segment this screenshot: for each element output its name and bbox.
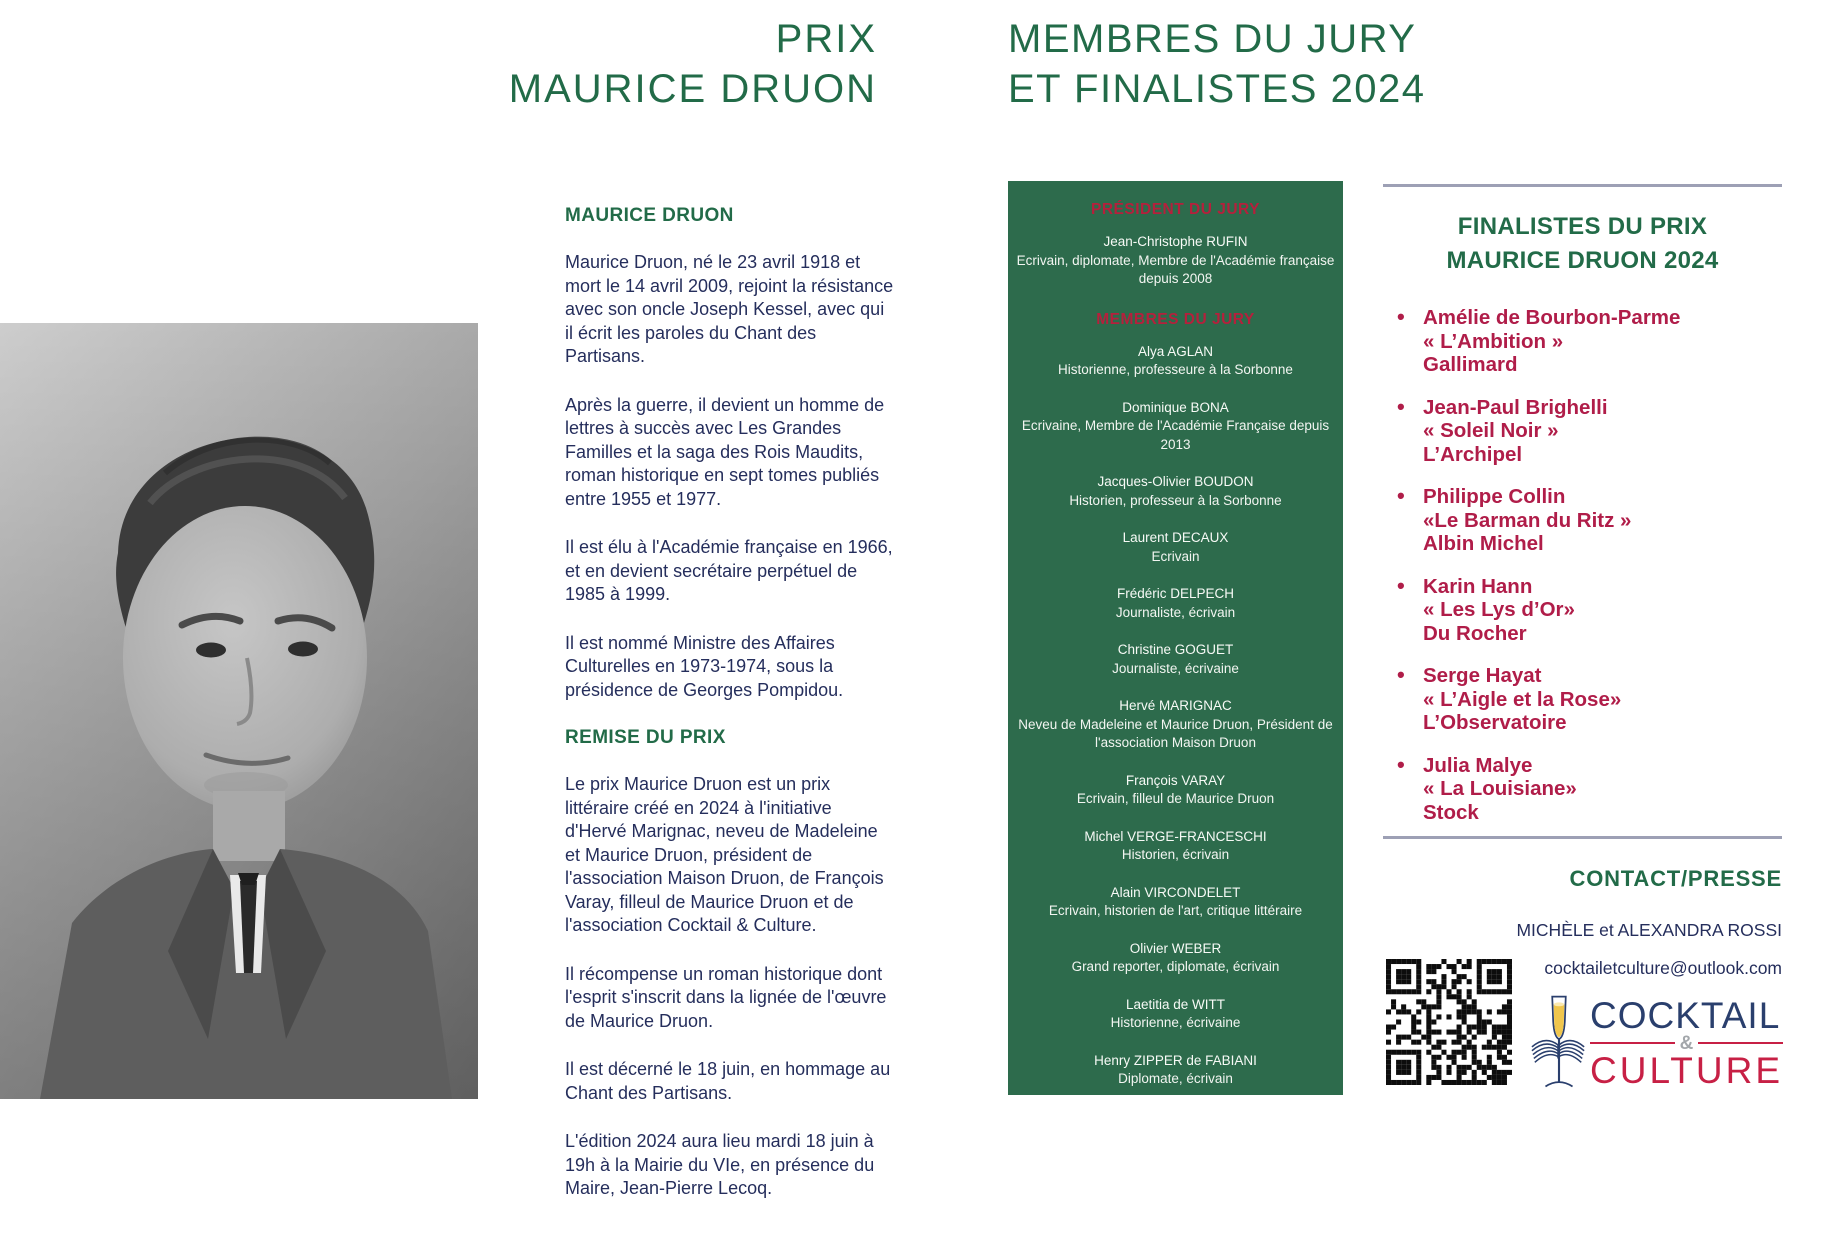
paragraph: Le prix Maurice Druon est un prix littéraire créé en 2024 à l'initiative d'Hervé Marignac, neveu de Madeleine et Maurice Druon, président de l'association Maison Druon, de François Varay, filleul de Maurice Druon et de l'association Cocktail & Culture. bbox=[565, 774, 884, 935]
jury-president-header: PRÉSIDENT DU JURY bbox=[1091, 201, 1260, 218]
jury-member-role: Historienne, professeure à la Sorbonne bbox=[1058, 362, 1293, 377]
jury-member bbox=[1012, 828, 1339, 865]
divider-line-top bbox=[1383, 184, 1782, 187]
paragraph: Il est nommé Ministre des Affaires Culturelles en 1973-1974, sous la présidence de Georges Pompidou. bbox=[565, 632, 844, 700]
divider-line-bottom bbox=[1383, 836, 1782, 839]
jury-member-name: François VARAY bbox=[1125, 772, 1226, 788]
title-line: PRIX bbox=[775, 17, 877, 61]
section-heading-maurice-druon: MAURICE DRUON bbox=[565, 205, 734, 226]
finalist-publisher: Stock bbox=[1423, 800, 1479, 824]
jury-members-list bbox=[1012, 343, 1339, 1089]
jury-member-role: Ecrivain, filleul de Maurice Druon bbox=[1076, 791, 1275, 806]
paragraph: L'édition 2024 aura lieu mardi 18 juin à 19h à la Mairie du VIe, en présence du Maire, Jean-Pierre Lecoq. bbox=[565, 1131, 875, 1198]
remise-paragraphs bbox=[565, 773, 895, 1201]
finalist-book-title: « L’Aigle et la Rose» bbox=[1423, 687, 1622, 711]
jury-member bbox=[1012, 772, 1339, 809]
champagne-book-icon bbox=[1530, 992, 1588, 1094]
paragraph: Il est décerné le 18 juin, en hommage au Chant des Partisans. bbox=[565, 1059, 891, 1103]
jury-member bbox=[1012, 940, 1339, 977]
jury-member-name: Hervé MARIGNAC bbox=[1119, 698, 1232, 713]
jury-member-name: Dominique BONA bbox=[1122, 399, 1229, 415]
logo-wordmark bbox=[1590, 994, 1783, 1091]
jury-member-role: Historienne, écrivaine bbox=[1110, 1015, 1241, 1030]
jury-member bbox=[1012, 1052, 1339, 1089]
finalist-publisher: Albin Michel bbox=[1423, 532, 1544, 555]
finalist-book-title: « L’Ambition » bbox=[1423, 329, 1564, 353]
finalist-publisher: L’Observatoire bbox=[1423, 711, 1567, 734]
finalists-title-line: MAURICE DRUON 2024 bbox=[1446, 247, 1719, 274]
jury-member-role: Ecrivain, diplomate, Membre de l'Académie française depuis 2008 bbox=[1016, 252, 1335, 286]
portrait-photo-graphic bbox=[0, 323, 478, 1099]
jury-member-role: Historien, écrivain bbox=[1121, 847, 1230, 862]
logo-rule-right bbox=[1698, 1042, 1783, 1045]
finalist-publisher: L’Archipel bbox=[1423, 442, 1523, 466]
title-line: MAURICE DRUON bbox=[508, 67, 877, 111]
jury-member-role: Ecrivain bbox=[1151, 548, 1200, 564]
jury-member bbox=[1012, 884, 1339, 921]
logo-rule-left bbox=[1590, 1042, 1675, 1045]
jury-member bbox=[1012, 585, 1339, 622]
jury-member-name: Olivier WEBER bbox=[1129, 940, 1222, 956]
finalist-author: • Jean-Paul Brighelli bbox=[1423, 395, 1608, 419]
finalist-item bbox=[1383, 485, 1782, 556]
jury-member-role: Grand reporter, diplomate, écrivain bbox=[1071, 959, 1280, 974]
jury-member bbox=[1012, 343, 1339, 380]
finalist-author: • Julia Malye bbox=[1423, 753, 1533, 777]
finalists-title-line: FINALISTES DU PRIX bbox=[1457, 213, 1708, 240]
jury-member-name: Laurent DECAUX bbox=[1122, 530, 1229, 545]
jury-members-header: MEMBRES DU JURY bbox=[1096, 310, 1255, 328]
jury-member-name: Jacques-Olivier BOUDON bbox=[1097, 474, 1254, 489]
finalists-list bbox=[1383, 306, 1782, 843]
jury-member-name: Michel VERGE-FRANCESCHI bbox=[1084, 828, 1267, 844]
jury-member-name: Alya AGLAN bbox=[1137, 343, 1214, 359]
finalist-author: • Amélie de Bourbon-Parme bbox=[1423, 306, 1681, 329]
jury-member-role: Ecrivaine, Membre de l'Académie Française depuis 2013 bbox=[1021, 418, 1330, 452]
biography-column bbox=[565, 205, 895, 1226]
finalist-book-title: «Le Barman du Ritz » bbox=[1423, 508, 1632, 532]
page-title-prix-maurice-druon bbox=[397, 14, 877, 114]
logo-ampersand: & bbox=[1679, 1032, 1694, 1054]
jury-panel bbox=[1008, 181, 1343, 1095]
finalist-author: • Philippe Collin bbox=[1423, 485, 1566, 508]
title-line: ET FINALISTES 2024 bbox=[1008, 67, 1426, 111]
paragraph: Il est élu à l'Académie française en 1966, et en devient secrétaire perpétuel de 1985 à 1999. bbox=[565, 537, 893, 604]
section-heading-remise-du-prix: REMISE DU PRIX bbox=[565, 727, 726, 748]
finalist-item bbox=[1383, 754, 1782, 825]
jury-member-role: Journaliste, écrivain bbox=[1115, 604, 1236, 620]
jury-member-name: Henry ZIPPER de FABIANI bbox=[1094, 1052, 1257, 1068]
jury-member-role: Historien, professeur à la Sorbonne bbox=[1069, 492, 1282, 508]
paragraph: Il récompense un roman historique dont l'esprit s'inscrit dans la lignée de l'œuvre de Maurice Druon. bbox=[565, 963, 887, 1031]
finalist-item bbox=[1383, 664, 1782, 735]
jury-member bbox=[1012, 996, 1339, 1033]
jury-member-name: Alain VIRCONDELET bbox=[1110, 884, 1241, 900]
finalist-book-title: « La Louisiane» bbox=[1423, 777, 1577, 800]
jury-member-role: Neveu de Madeleine et Maurice Druon, Président de l'association Maison Druon bbox=[1018, 716, 1333, 750]
jury-member bbox=[1012, 399, 1339, 455]
finalist-item bbox=[1383, 306, 1782, 377]
jury-member-role: Journaliste, écrivaine bbox=[1112, 660, 1239, 676]
jury-member-role: Diplomate, écrivain bbox=[1118, 1071, 1233, 1086]
finalist-book-title: « Les Lys d’Or» bbox=[1423, 598, 1575, 621]
finalist-item bbox=[1383, 575, 1782, 646]
jury-member bbox=[1012, 641, 1339, 678]
jury-president bbox=[1012, 233, 1339, 289]
logo-amp-row bbox=[1590, 1032, 1783, 1054]
jury-member bbox=[1012, 473, 1339, 510]
jury-member-name: Laetitia de WITT bbox=[1125, 996, 1226, 1012]
paragraph: Après la guerre, il devient un homme de lettres à succès avec Les Grandes Familles et la saga des Rois Maudits, roman historique en sept tomes publiés entre 1955 et 1977. bbox=[565, 394, 885, 509]
paragraph: Maurice Druon, né le 23 avril 1918 et mort le 14 avril 2009, rejoint la résistance avec son oncle Joseph Kessel, avec qui il écrit les paroles du Chant des Partisans. bbox=[565, 252, 894, 366]
logo-word-culture: CULTURE bbox=[1590, 1049, 1783, 1091]
jury-member-name: Frédéric DELPECH bbox=[1116, 586, 1235, 601]
contact-email: cocktailetculture@outlook.com bbox=[1544, 958, 1782, 978]
finalist-publisher: Gallimard bbox=[1423, 353, 1518, 376]
finalist-author: • Karin Hann bbox=[1423, 574, 1533, 598]
finalist-item bbox=[1383, 396, 1782, 467]
jury-member-role: Ecrivain, historien de l'art, critique littéraire bbox=[1048, 903, 1303, 918]
finalist-author: • Serge Hayat bbox=[1423, 664, 1542, 687]
finalists-title bbox=[1383, 210, 1782, 278]
logo-word-cocktail: COCKTAIL bbox=[1590, 994, 1781, 1036]
title-line: MEMBRES DU JURY bbox=[1008, 17, 1417, 61]
maurice-druon-portrait bbox=[0, 323, 478, 1099]
finalists-contact-column bbox=[1383, 0, 1782, 1258]
finalist-publisher: Du Rocher bbox=[1423, 621, 1527, 645]
jury-member bbox=[1012, 697, 1339, 753]
qr-code bbox=[1383, 956, 1515, 1088]
finalist-book-title: « Soleil Noir » bbox=[1423, 419, 1559, 442]
jury-member-name: Jean-Christophe RUFIN bbox=[1103, 234, 1248, 249]
contact-names: MICHÈLE et ALEXANDRA ROSSI bbox=[1516, 920, 1782, 940]
contact-presse-heading: CONTACT/PRESSE bbox=[1569, 866, 1782, 891]
cocktail-culture-logo bbox=[1530, 992, 1782, 1094]
bio-paragraphs bbox=[565, 251, 895, 702]
jury-member-name: Christine GOGUET bbox=[1117, 642, 1234, 657]
jury-member bbox=[1012, 529, 1339, 566]
